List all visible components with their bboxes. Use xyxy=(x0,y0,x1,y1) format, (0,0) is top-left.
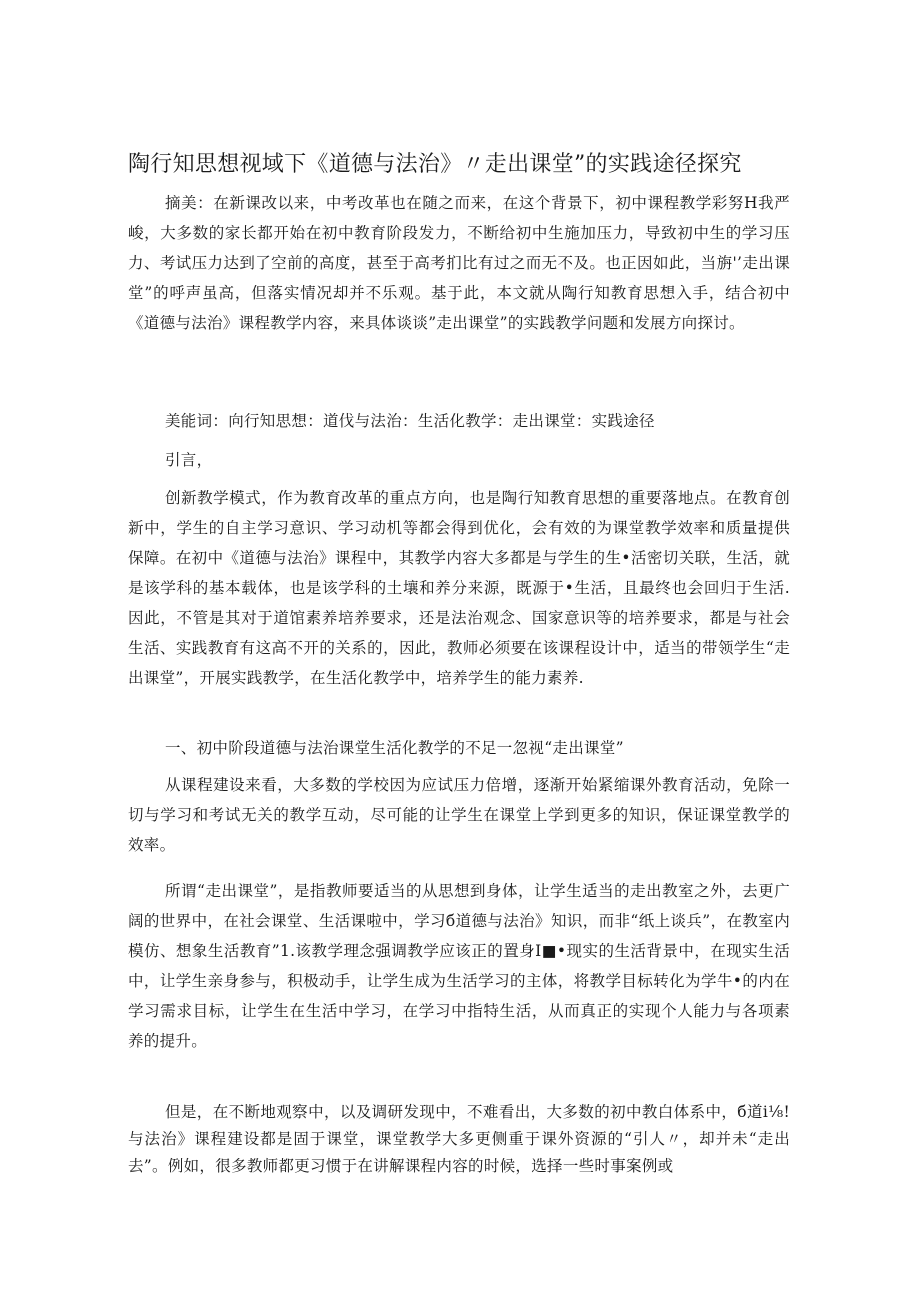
section-1-heading: 一、初中阶段道德与法治课堂生活化教学的不足一忽视“走出课堂” xyxy=(165,739,624,757)
section-1-paragraph-3: 但是，在不断地观察中，以及调研发现中，不难看出，大多数的初中教白体系中，б道і⅛!与法治》课程建设都是固于课堂，课堂教学大多更侧重于课外资源的“引人〃，却并未“走出去”。例如，很多教师都更习惯于在讲解课程内容的时候，选择一些时事案例或 xyxy=(128,1103,790,1175)
intro-heading: 引言， xyxy=(165,451,213,469)
section-1-paragraph-1: 从课程建设来看，大多数的学校因为应试压力倍增，逐渐开始紧缩课外教育活动，免除一切与学习和考试无关的教学互动，尽可能的让学生在课堂上学到更多的知识，保证课堂教学的效率。 xyxy=(128,776,790,854)
intro-paragraph: 创新教学模式，作为教育改革的重点方向，也是陶行知教育思想的重要落地点。在教育创新中，学生的自主学习意识、学习动机等都会得到优化，会有效的为课堂教学效率和质量提供保障。在初中《道德与法治》课程中，其教学内容大多都是与学生的生•活密切关联，生活，就是该学科的基本载体，也是该学科的土壤和养分来源，既源于•生活，且最终也会回归于生活.因此，不管是其对于道馆素养培养要求，还是法治观念、国家意识等的培养要求，都是与社会生活、实践教育有这高不开的关系的，因此，教师必须要在该课程设计中，适当的带领学生“走出课堂”，开展实践教学，在生活化教学中，培养学生的能力素养. xyxy=(128,489,790,687)
section-1-paragraph-2: 所谓“走出课堂”，是指教师要适当的从思想到身体，让学生适当的走出教室之外，去更广阔的世界中，在社会课堂、生活课啦中，学习б道德与法治》知识，而非“纸上谈兵”，在教室内模仿、想象生活教育”1.该教学理念强调教学应该正的置身I■•现实的生活背景中，在现实生活中，让学生亲身参与，积极动手，让学生成为生活学习的主体，将教学目标转化为学牛•的内在学习需求目标，让学生在生活中学习，在学习中指特生活，从而真正的实现个人能力与各项素养的提升。 xyxy=(128,882,790,1050)
keywords-line: 美能词：向行知思想：道伐与法治：生活化教学：走出课堂：实践途径 xyxy=(165,412,655,430)
document-title: 陶行知思想视域下《道德与法治》〃走出课堂”的实践途径探究 xyxy=(128,152,742,177)
abstract-paragraph: 摘美：在新课改以来，中考改革也在随之而来，在这个背景下，初中课程教学彩努H我严峻，大多数的家长都开始在初中教育阶段发力，不断给初中生施加压力，导致初中生的学习压力、考试压力达到了空前的高度，甚至于高考扪比有过之而无不及。也正因如此，当旃'’走出课堂”的呼声虽高，但落实情况却并不乐观。基于此，本文就从陶行知教育思想入手，结合初中《道德与法治》课程教学内容，来具体谈谈”走出课堂”的实践教学问题和发展方向探讨。 xyxy=(128,194,790,332)
